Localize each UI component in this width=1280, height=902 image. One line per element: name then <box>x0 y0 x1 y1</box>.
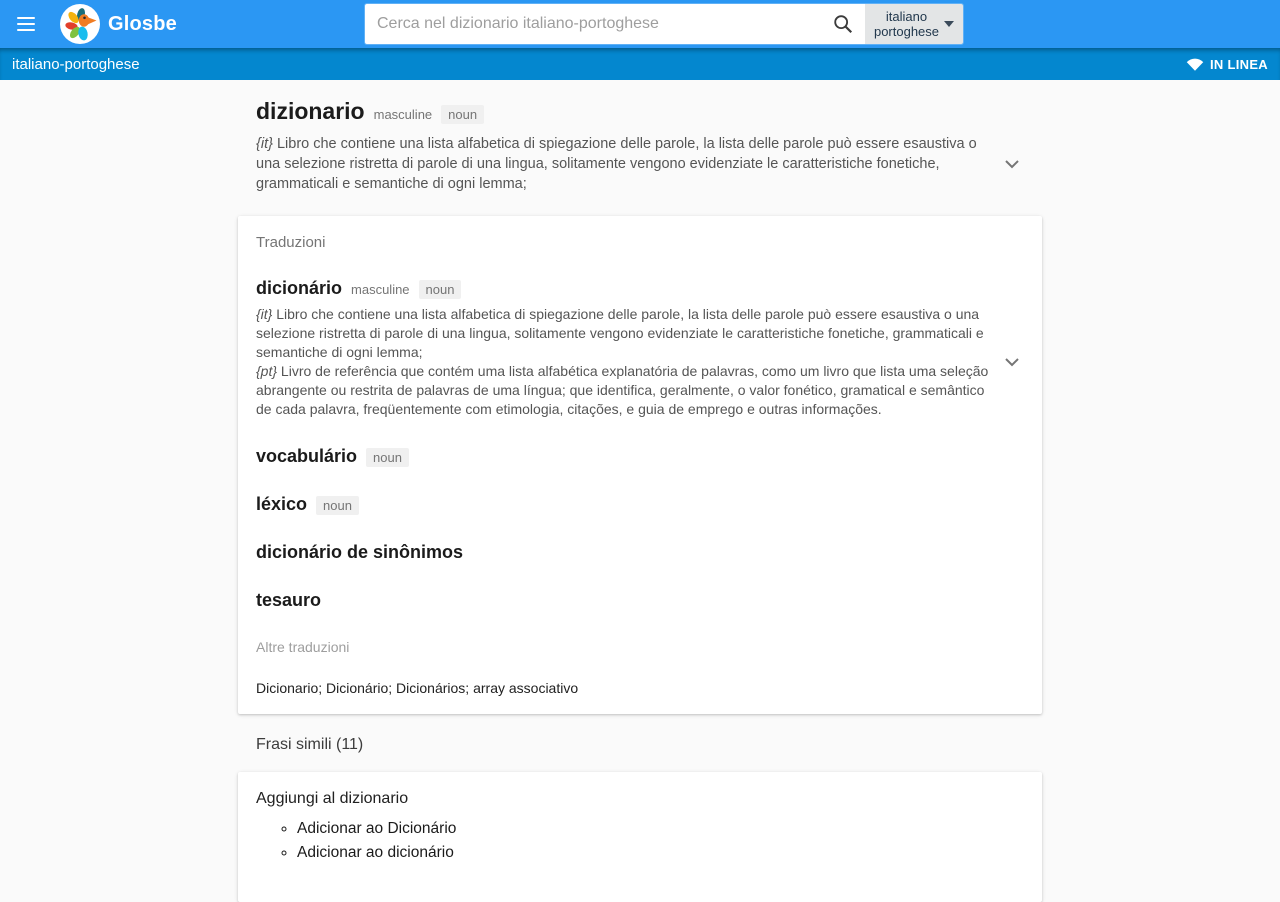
expand-definition-icon[interactable] <box>1000 152 1024 176</box>
translation-item <box>256 590 1024 611</box>
sub-header <box>0 48 1280 80</box>
expand-definition-icon[interactable] <box>1000 350 1024 374</box>
translation-word[interactable]: dicionário de sinônimos <box>256 542 464 562</box>
similar-phrases-title: Frasi simili (11) <box>256 736 364 753</box>
language-pair-label: italiano portoghese <box>873 9 940 39</box>
other-translations-title: Altre traduzioni <box>256 639 350 655</box>
language-selector[interactable] <box>865 4 963 44</box>
entry-header <box>238 98 1042 194</box>
pos-badge: noun <box>419 280 462 299</box>
translation-item <box>256 542 1024 563</box>
translations-title: Traduzioni <box>256 234 326 251</box>
pos-badge: noun <box>366 448 409 467</box>
glosbe-logo[interactable] <box>60 4 100 44</box>
dictionary-pair-label: italiano-portoghese <box>12 55 140 73</box>
search-bar <box>365 4 963 44</box>
translation-word[interactable]: léxico <box>256 494 308 514</box>
add-to-dictionary-card <box>238 772 1042 902</box>
menu-icon[interactable] <box>6 4 46 44</box>
app-header <box>0 0 1280 48</box>
list-item[interactable]: ◦ Adicionar ao Dicionário <box>297 817 1024 841</box>
translation-item <box>256 278 1024 419</box>
translation-word[interactable]: tesauro <box>256 590 322 610</box>
translation-word[interactable]: vocabulário <box>256 446 358 466</box>
translation-item <box>256 494 1024 515</box>
brand-title[interactable]: Glosbe <box>108 12 177 35</box>
translations-card <box>238 216 1042 714</box>
headword: dizionario <box>256 98 365 124</box>
search-icon[interactable] <box>821 4 865 44</box>
add-to-dictionary-title: Aggiungi al dizionario <box>256 790 409 807</box>
list-item[interactable]: ◦ Adicionar ao dicionário <box>297 841 1024 865</box>
translation-word[interactable]: dicionário <box>256 278 343 298</box>
other-translations-list[interactable]: Dicionario; Dicionário; Dicionários; array associativo <box>256 680 579 696</box>
gender-label: masculine <box>373 107 433 122</box>
translation-item <box>256 446 1024 467</box>
dictionary-content <box>238 98 1042 902</box>
online-status-label: IN LINEA <box>1209 56 1268 72</box>
pos-badge: noun <box>441 105 484 124</box>
add-to-dictionary-list <box>256 817 1024 865</box>
online-status <box>1186 55 1268 73</box>
search-input[interactable] <box>365 4 821 44</box>
pos-badge: noun <box>316 496 359 515</box>
wifi-icon <box>1186 55 1204 73</box>
translation-definitions: {it} Libro che contiene una lista alfabetica di spiegazione delle parole, la lista delle parole può essere esaustiva o una selezione ristretta di parole di una lingua, solitamente vengono evidenziate le caratteristiche fonetiche, grammaticali e semantiche di ogni lemma; {pt} Livro de referência que contém uma lista alfabética explanatória de palavras, como um livro que lista uma seleção abrangente ou restrita de palavras de uma língua; que identifica, geralmente, o valor fonético, gramatical e semântico de cada palavra, freqüentemente com etimologia, citações, e guia de emprego e outras informações. <box>256 306 989 417</box>
gender-label: masculine <box>351 282 410 297</box>
entry-definition: {it} Libro che contiene una lista alfabetica di spiegazione delle parole, la lista delle parole può essere esaustiva o una selezione ristretta di parole di una lingua, solitamente vengono evidenziate le caratteristiche fonetiche, grammaticali e semantiche di ogni lemma; <box>256 136 977 192</box>
chevron-down-icon <box>944 21 954 27</box>
